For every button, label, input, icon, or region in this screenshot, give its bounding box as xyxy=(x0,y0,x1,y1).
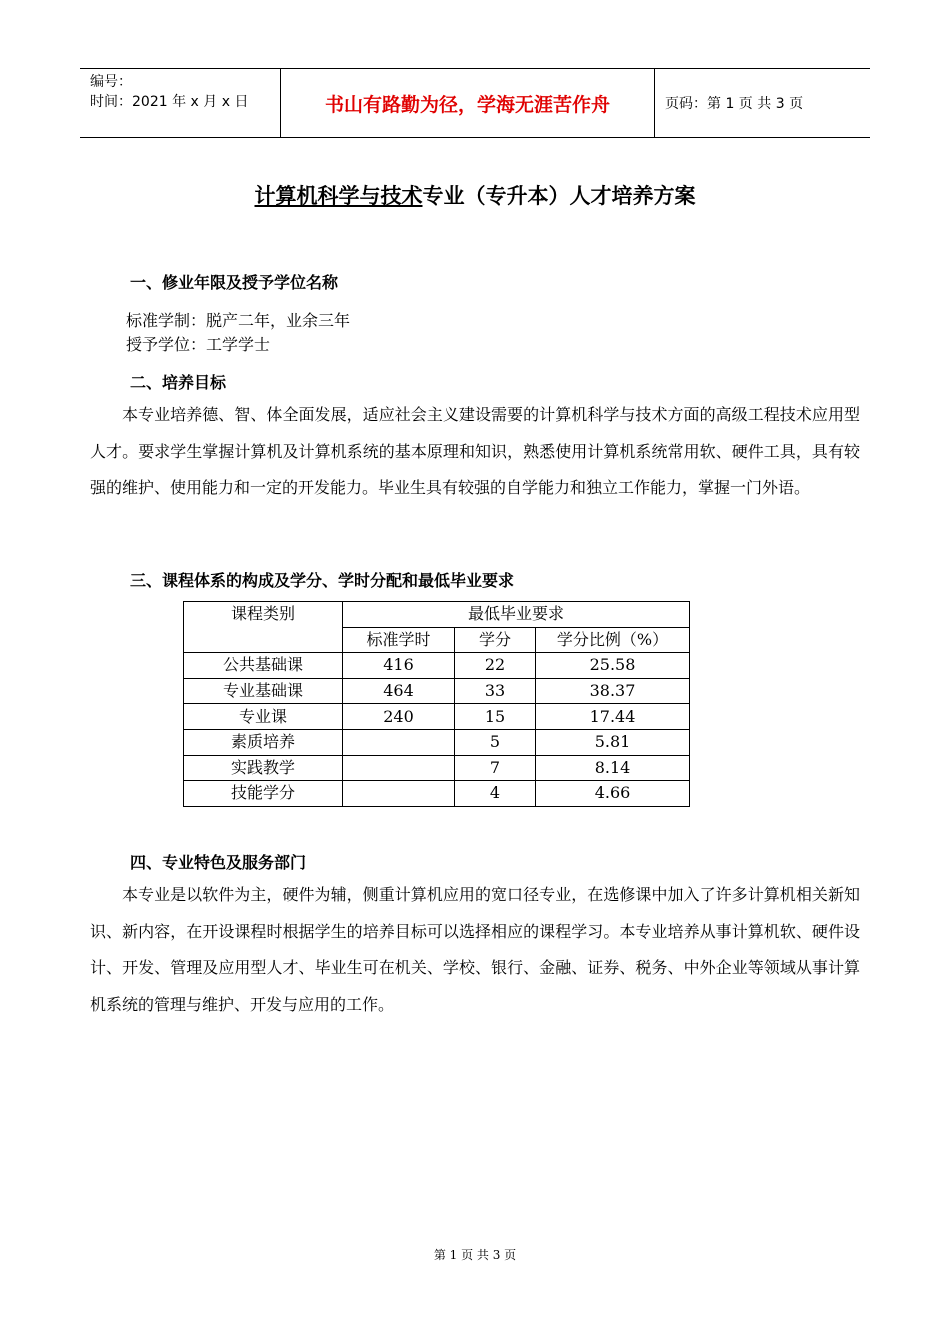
header-ratio: 学分比例（%） xyxy=(536,627,690,653)
document-header xyxy=(80,68,870,138)
cell-hours xyxy=(343,755,455,781)
cell-ratio: 17.44 xyxy=(536,704,690,730)
cell-ratio: 8.14 xyxy=(536,755,690,781)
features-paragraph: 本专业是以软件为主，硬件为辅，侧重计算机应用的宽口径专业，在选修课中加入了许多计算机相关新知识、新内容，在开设课程时根据学生的培养目标可以选择相应的课程学习。本专业培养从事计算机软、硬件设计、开发、管理及应用型人才、毕业生可在机关、学校、银行、金融、证券、税务、中外企业等领域从事计算机系统的管理与维护、开发与应用的工作。 xyxy=(90,885,860,1014)
header-min-requirement: 最低毕业要求 xyxy=(343,602,690,628)
cell-hours xyxy=(343,781,455,807)
cell-category: 专业基础课 xyxy=(184,678,343,704)
table-row xyxy=(184,653,690,679)
section-3-heading: 三、课程体系的构成及学分、学时分配和最低毕业要求 xyxy=(130,571,515,590)
table-row xyxy=(184,781,690,807)
cell-ratio: 25.58 xyxy=(536,653,690,679)
page-footer: 第 1 页 共 3 页 xyxy=(433,1248,517,1262)
cell-credits: 33 xyxy=(455,678,536,704)
cell-hours: 464 xyxy=(343,678,455,704)
training-goal-paragraph: 本专业培养德、智、体全面发展，适应社会主义建设需要的计算机科学与技术方面的高级工程技术应用型人才。要求学生掌握计算机及计算机系统的基本原理和知识，熟悉使用计算机系统常用软、硬件工具，具有较强的维护、使用能力和一定的开发能力。毕业生具有较强的自学能力和独立工作能力，掌握一门外语。 xyxy=(90,405,860,497)
header-time: 时间：2021 年 x 月 x 日 xyxy=(90,94,249,110)
cell-hours: 240 xyxy=(343,704,455,730)
header-category: 课程类别 xyxy=(184,602,343,653)
header-page-info: 页码：第 1 页 共 3 页 xyxy=(665,96,804,112)
title-underlined: 计算机科学与技术 xyxy=(254,184,423,208)
header-meta xyxy=(80,69,280,137)
cell-category: 实践教学 xyxy=(184,755,343,781)
table-row xyxy=(184,755,690,781)
cell-category: 专业课 xyxy=(184,704,343,730)
cell-hours: 416 xyxy=(343,653,455,679)
study-duration: 标准学制：脱产二年，业余三年 xyxy=(126,311,351,330)
cell-credits: 22 xyxy=(455,653,536,679)
table-row xyxy=(184,729,690,755)
table-header-row xyxy=(184,602,690,628)
header-credits: 学分 xyxy=(455,627,536,653)
cell-credits: 7 xyxy=(455,755,536,781)
table-row xyxy=(184,678,690,704)
title-rest: 专业（专升本）人才培养方案 xyxy=(422,184,696,208)
section-2-heading: 二、培养目标 xyxy=(130,373,227,392)
section-1-heading: 一、修业年限及授予学位名称 xyxy=(130,273,339,292)
header-hours: 标准学时 xyxy=(343,627,455,653)
cell-credits: 15 xyxy=(455,704,536,730)
table-row xyxy=(184,704,690,730)
cell-category: 素质培养 xyxy=(184,729,343,755)
cell-credits: 5 xyxy=(455,729,536,755)
section-4-heading: 四、专业特色及服务部门 xyxy=(130,853,307,872)
header-number: 编号： xyxy=(90,74,132,90)
cell-hours xyxy=(343,729,455,755)
cell-category: 公共基础课 xyxy=(184,653,343,679)
document-title xyxy=(0,180,950,210)
cell-ratio: 38.37 xyxy=(536,678,690,704)
credit-table xyxy=(183,601,690,807)
cell-ratio: 4.66 xyxy=(536,781,690,807)
cell-ratio: 5.81 xyxy=(536,729,690,755)
cell-credits: 4 xyxy=(455,781,536,807)
degree-awarded: 授予学位：工学学士 xyxy=(126,335,271,354)
cell-category: 技能学分 xyxy=(184,781,343,807)
header-motto: 书山有路勤为径，学海无涯苦作舟 xyxy=(280,69,655,137)
